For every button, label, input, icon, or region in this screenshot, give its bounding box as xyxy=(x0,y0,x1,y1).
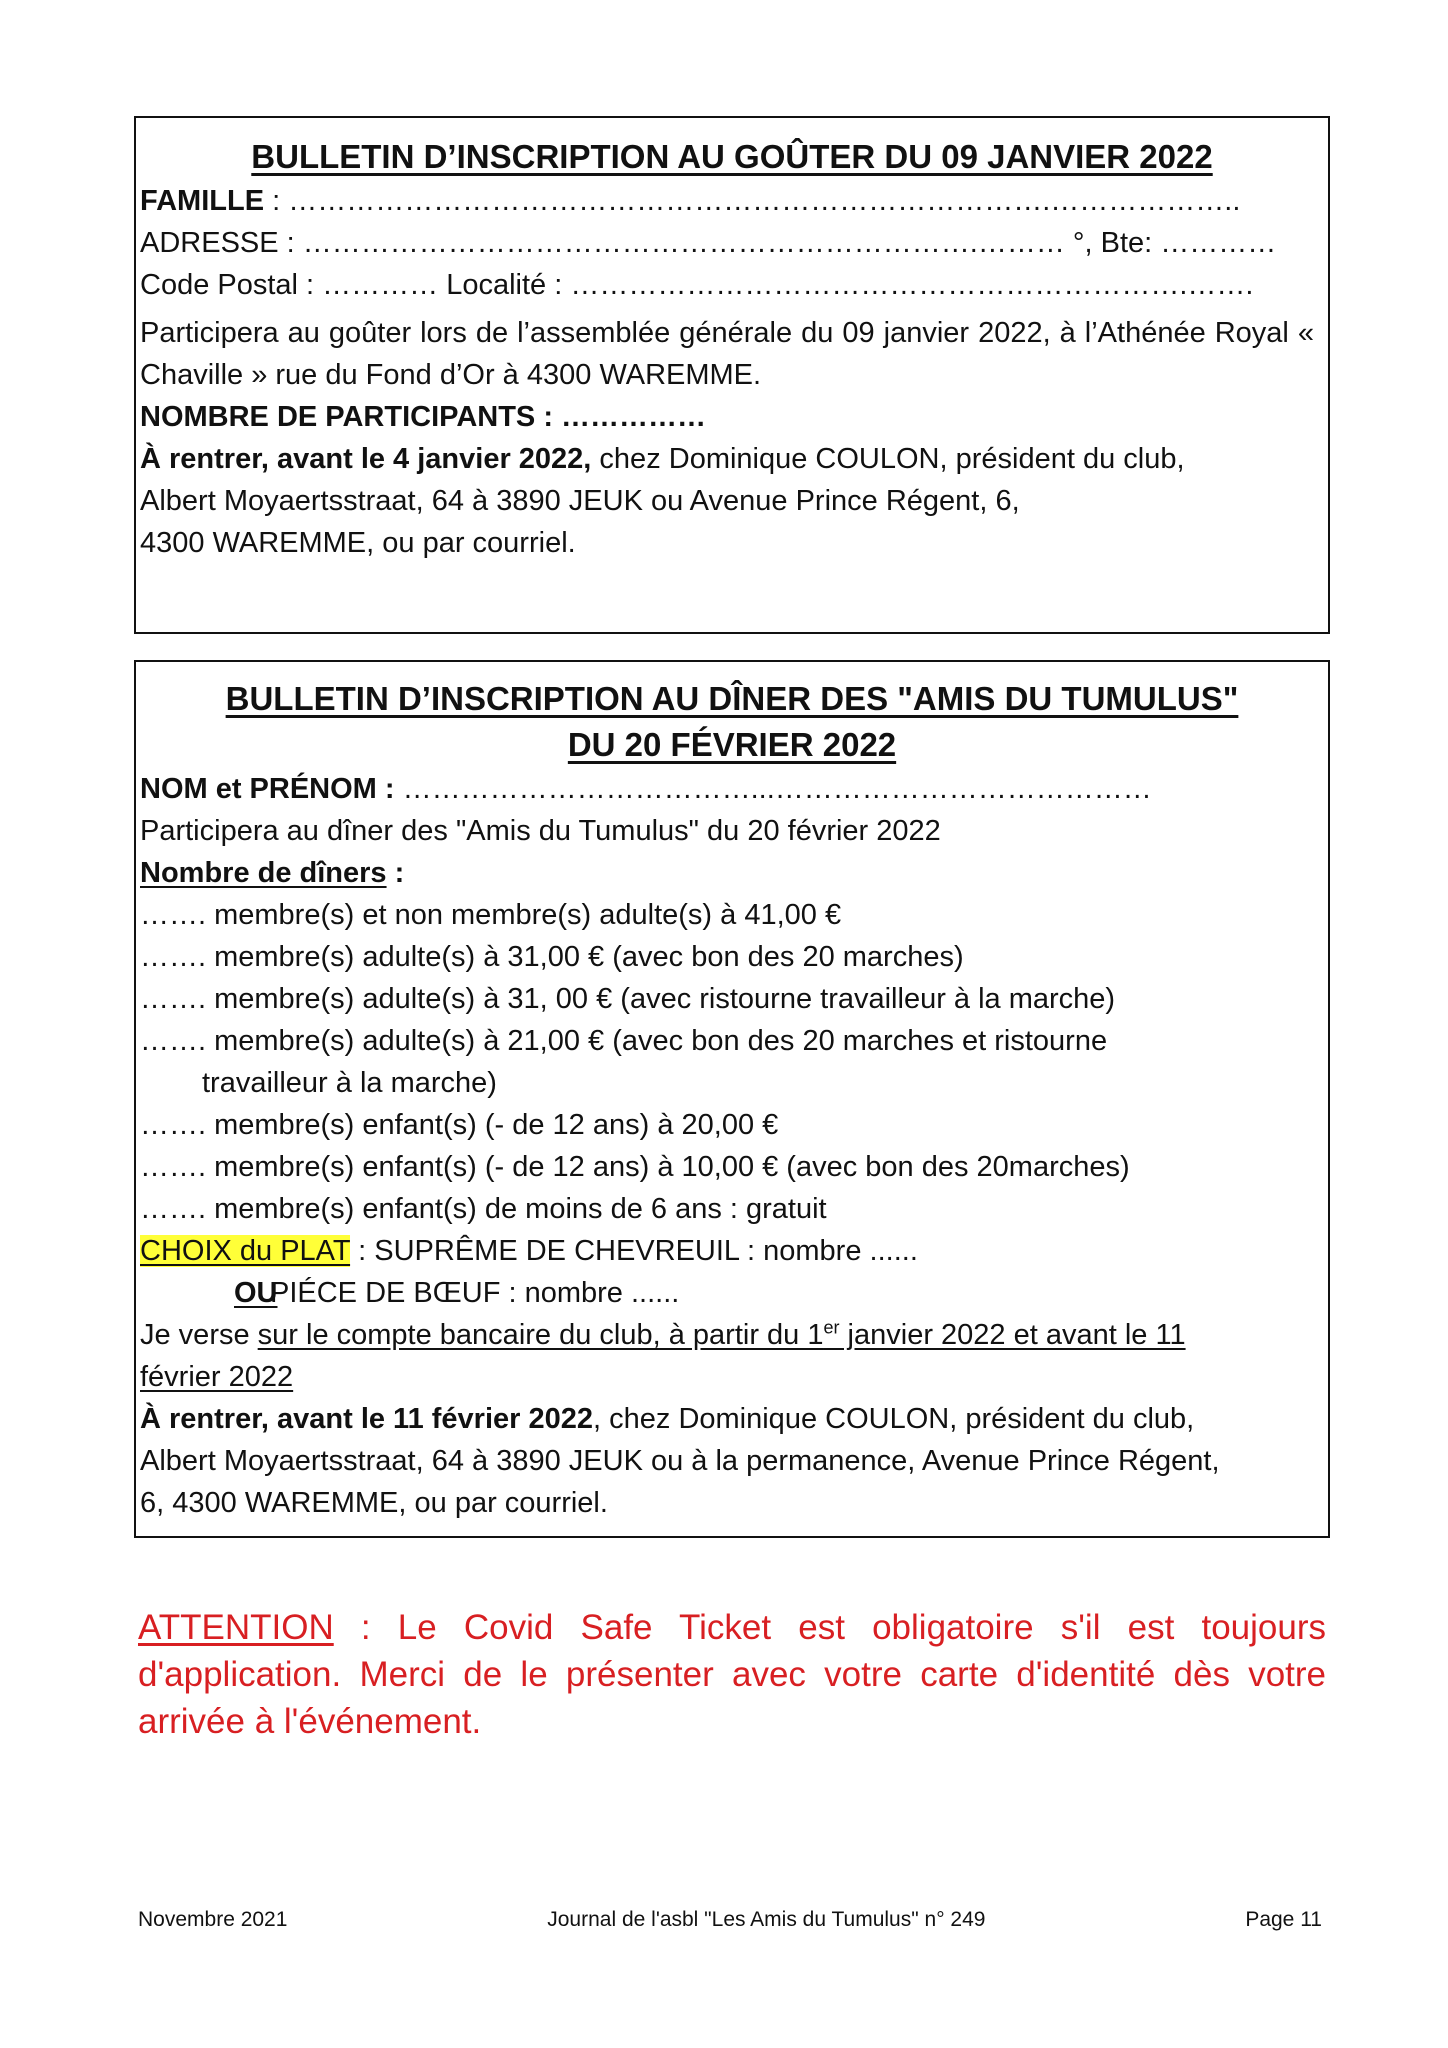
diner-deadline-rest: , chez Dominique COULON, président du club, xyxy=(593,1403,1195,1435)
covid-attention-notice xyxy=(138,1604,1326,1745)
diner-title-line-1-text: BULLETIN D’INSCRIPTION AU DÎNER DES "AMIS DU TUMULUS" xyxy=(225,680,1239,717)
ou-label: OU xyxy=(234,1277,278,1309)
nombre-participants-field[interactable]: NOMBRE DE PARTICIPANTS : …………… xyxy=(140,401,707,433)
gouter-deadline-rest: chez Dominique COULON, président du club, xyxy=(591,443,1185,475)
payment-underlined xyxy=(258,1319,1186,1351)
footer-date: Novembre 2021 xyxy=(138,1908,288,1931)
footer-journal-title: Journal de l'asbl "Les Amis du Tumulus" n° 249 xyxy=(547,1908,986,1931)
diner-title-line-2 xyxy=(136,722,1328,768)
famille-dots: : …………………………………………………………………….……………….. xyxy=(264,185,1241,217)
choix-plat-boeuf[interactable] xyxy=(136,1272,1328,1314)
gouter-address-line-2: 4300 WAREMME, ou par courriel. xyxy=(140,527,576,559)
nombre-diners-label: Nombre de dîners xyxy=(140,857,387,889)
adresse-field[interactable]: ADRESSE : …………………………………………………………….……… °, Bte: ………… xyxy=(140,227,1277,259)
diner-registration-form xyxy=(134,660,1330,1538)
gouter-participation-text: Participera au goûter lors de l’assemblée générale du 09 janvier 2022, à l’Athénée Royal « Chaville » rue du Fond d’Or à 4300 WAREMME. xyxy=(140,317,1314,391)
choix-boeuf-text: PIÉCE DE BŒUF : nombre ...... xyxy=(270,1277,680,1309)
famille-label: FAMILLE xyxy=(140,185,265,217)
attention-text: : Le Covid Safe Ticket est obligatoire s'il est toujours d'application. Merci de le présenter avec votre carte d'identité dès votre arrivée à l'événement. xyxy=(138,1608,1326,1741)
diner-option-enfant-20[interactable]: ……. membre(s) enfant(s) (- de 12 ans) à 20,00 € xyxy=(140,1109,779,1141)
nom-prenom-field[interactable] xyxy=(136,768,1328,810)
code-postal-field[interactable]: Code Postal : ………… Localité : ……………………………………………………….……. xyxy=(140,269,1254,301)
gouter-deadline xyxy=(136,438,1328,480)
gouter-deadline-bold: À rentrer, avant le 4 janvier 2022, xyxy=(140,443,592,475)
gouter-registration-form xyxy=(134,116,1330,634)
diner-option-adulte-21[interactable]: ……. membre(s) adulte(s) à 21,00 € (avec bon des 20 marches et ristourne xyxy=(140,1025,1108,1057)
diner-option-adulte-31-bon[interactable]: ……. membre(s) adulte(s) à 31,00 € (avec bon des 20 marches) xyxy=(140,941,964,973)
diner-option-enfant-gratuit[interactable]: ……. membre(s) enfant(s) de moins de 6 ans : gratuit xyxy=(140,1193,827,1225)
payment-underlined-2: janvier 2022 et avant le 11 xyxy=(839,1319,1186,1351)
choix-chevreuil-text: : SUPRÊME DE CHEVREUIL : nombre ...... xyxy=(350,1235,918,1267)
gouter-address-line-1: Albert Moyaertsstraat, 64 à 3890 JEUK ou Avenue Prince Régent, 6, xyxy=(140,485,1020,517)
diner-option-adulte-41[interactable]: ……. membre(s) et non membre(s) adulte(s) à 41,00 € xyxy=(140,899,842,931)
nombre-diners-heading xyxy=(136,852,1328,894)
footer-page-number: Page 11 xyxy=(1245,1908,1322,1931)
diner-address-line-1: Albert Moyaertsstraat, 64 à 3890 JEUK ou à la permanence, Avenue Prince Régent, xyxy=(140,1445,1220,1477)
nom-prenom-label: NOM et PRÉNOM : xyxy=(140,773,395,805)
payment-instruction-continued xyxy=(136,1356,1328,1398)
gouter-title-text: BULLETIN D’INSCRIPTION AU GOÛTER DU 09 JANVIER 2022 xyxy=(251,138,1213,175)
payment-date-end: février 2022 xyxy=(140,1361,294,1393)
diner-participation-text: Participera au dîner des "Amis du Tumulus" du 20 février 2022 xyxy=(140,815,941,847)
diner-deadline-bold: À rentrer, avant le 11 février 2022 xyxy=(140,1403,594,1435)
choix-plat-label: CHOIX du PLAT xyxy=(140,1235,351,1267)
diner-title-line-1 xyxy=(136,676,1328,722)
attention-label: ATTENTION xyxy=(138,1608,334,1647)
payment-pre: Je verse xyxy=(140,1319,258,1351)
nom-prenom-dots: ………………………………...………………………………… xyxy=(394,773,1152,805)
payment-superscript: er xyxy=(823,1317,840,1338)
payment-instruction xyxy=(136,1314,1328,1356)
diner-option-adulte-31-ristourne[interactable]: ……. membre(s) adulte(s) à 31, 00 € (avec ristourne travailleur à la marche) xyxy=(140,983,1116,1015)
diner-title-line-2-text: DU 20 FÉVRIER 2022 xyxy=(567,726,897,763)
famille-field[interactable] xyxy=(136,180,1328,222)
diner-address-line-2: 6, 4300 WAREMME, ou par courriel. xyxy=(140,1487,608,1519)
payment-underlined-1: sur le compte bancaire du club, à partir du 1 xyxy=(257,1319,824,1351)
diner-option-adulte-21-continued: travailleur à la marche) xyxy=(202,1067,497,1099)
nombre-diners-colon: : xyxy=(386,857,405,889)
gouter-title xyxy=(136,134,1328,180)
diner-option-enfant-10[interactable]: ……. membre(s) enfant(s) (- de 12 ans) à 10,00 € (avec bon des 20marches) xyxy=(140,1151,1130,1183)
choix-plat-chevreuil[interactable] xyxy=(136,1230,1328,1272)
page-footer xyxy=(138,1906,1322,1934)
diner-deadline xyxy=(136,1398,1328,1440)
